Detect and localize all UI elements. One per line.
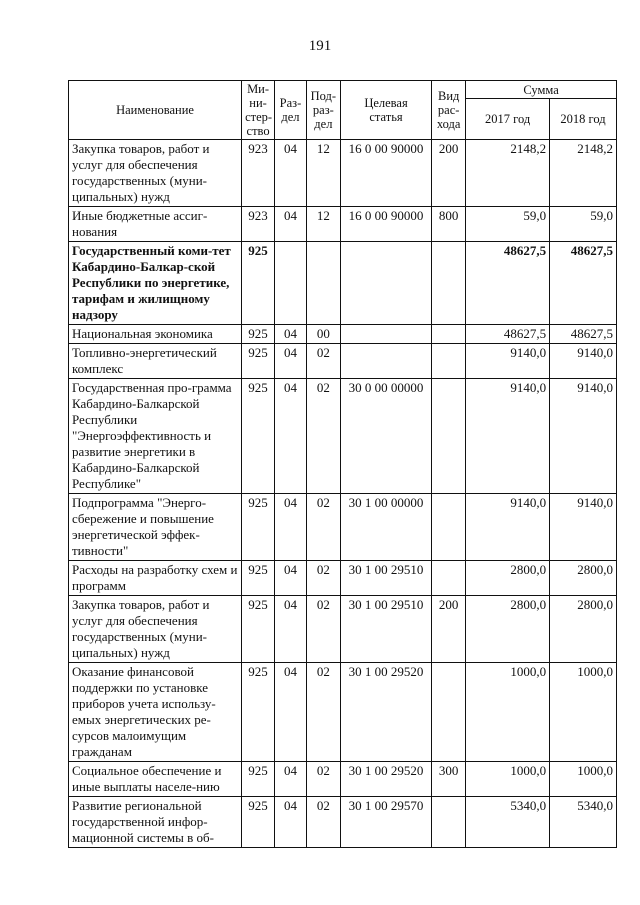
cell-target: [340, 344, 431, 379]
cell-name: Оказание финансовой поддержки по установке приборов учета использу-емых энергетических ре-сурсов малоимущим гражданам: [69, 663, 242, 762]
cell-2017: 1000,0: [466, 762, 550, 797]
cell-target: 30 0 00 00000: [340, 379, 431, 494]
cell-section: 04: [275, 325, 307, 344]
table-row: [69, 663, 617, 762]
cell-ministry: 925: [242, 379, 275, 494]
cell-2018: 9140,0: [550, 344, 617, 379]
cell-subsection: [306, 242, 340, 325]
cell-expense-type: [432, 242, 466, 325]
cell-target: 30 1 00 29510: [340, 596, 431, 663]
cell-2018: 9140,0: [550, 494, 617, 561]
header-subsection: Под- раз- дел: [306, 81, 340, 140]
cell-2017: 9140,0: [466, 494, 550, 561]
cell-expense-type: [432, 379, 466, 494]
cell-2017: 9140,0: [466, 379, 550, 494]
cell-section: 04: [275, 663, 307, 762]
cell-subsection: 02: [306, 596, 340, 663]
cell-target: [340, 325, 431, 344]
page-number: 191: [308, 38, 332, 54]
cell-expense-type: [432, 663, 466, 762]
cell-ministry: 923: [242, 140, 275, 207]
cell-expense-type: 300: [432, 762, 466, 797]
cell-expense-type: [432, 561, 466, 596]
cell-expense-type: 800: [432, 207, 466, 242]
cell-ministry: 925: [242, 596, 275, 663]
cell-expense-type: [432, 325, 466, 344]
cell-target: 30 1 00 29510: [340, 561, 431, 596]
cell-ministry: 925: [242, 344, 275, 379]
header-section: Раз- дел: [275, 81, 307, 140]
cell-subsection: 00: [306, 325, 340, 344]
cell-section: 04: [275, 762, 307, 797]
cell-name: Подпрограмма "Энерго-сбережение и повышение энергетической эффек-тивности": [69, 494, 242, 561]
table-body: [69, 140, 617, 848]
cell-section: 04: [275, 379, 307, 494]
cell-expense-type: 200: [432, 596, 466, 663]
table-row: [69, 596, 617, 663]
cell-expense-type: 200: [432, 140, 466, 207]
cell-subsection: 12: [306, 207, 340, 242]
cell-ministry: 923: [242, 207, 275, 242]
cell-2018: 48627,5: [550, 325, 617, 344]
header-year-2018: 2018 год: [550, 99, 617, 140]
cell-target: 30 1 00 29520: [340, 663, 431, 762]
cell-subsection: 02: [306, 494, 340, 561]
cell-name: Развитие региональной государственной инфор-мационной системы в об-: [69, 797, 242, 848]
table-row: [69, 325, 617, 344]
cell-2017: 5340,0: [466, 797, 550, 848]
cell-section: [275, 242, 307, 325]
cell-2018: 2800,0: [550, 561, 617, 596]
table-header: [69, 81, 617, 140]
cell-2018: 9140,0: [550, 379, 617, 494]
cell-2018: 1000,0: [550, 762, 617, 797]
cell-2017: 2800,0: [466, 561, 550, 596]
cell-section: 04: [275, 344, 307, 379]
cell-section: 04: [275, 140, 307, 207]
cell-expense-type: [432, 344, 466, 379]
table-row: [69, 379, 617, 494]
cell-ministry: 925: [242, 762, 275, 797]
cell-2018: 48627,5: [550, 242, 617, 325]
cell-subsection: 02: [306, 663, 340, 762]
table-row: [69, 242, 617, 325]
cell-2017: 9140,0: [466, 344, 550, 379]
cell-2018: 1000,0: [550, 663, 617, 762]
cell-2018: 2800,0: [550, 596, 617, 663]
cell-name: Государственная про-грамма Кабардино-Балкарской Республики "Энергоэффективность и развитие энергетики в Кабардино-Балкарской Республике": [69, 379, 242, 494]
budget-table: [68, 80, 617, 848]
cell-ministry: 925: [242, 663, 275, 762]
cell-2017: 59,0: [466, 207, 550, 242]
cell-target: 30 1 00 00000: [340, 494, 431, 561]
table-row: [69, 207, 617, 242]
header-year-2017: 2017 год: [466, 99, 550, 140]
cell-target: 16 0 00 90000: [340, 207, 431, 242]
cell-section: 04: [275, 207, 307, 242]
cell-name: Закупка товаров, работ и услуг для обеспечения государственных (муни-ципальных) нужд: [69, 140, 242, 207]
header-target: Целевая статья: [340, 81, 431, 140]
cell-ministry: 925: [242, 797, 275, 848]
cell-name: Закупка товаров, работ и услуг для обеспечения государственных (муни-ципальных) нужд: [69, 596, 242, 663]
table-row: [69, 797, 617, 848]
cell-section: 04: [275, 561, 307, 596]
cell-subsection: 02: [306, 379, 340, 494]
cell-section: 04: [275, 797, 307, 848]
cell-target: [340, 242, 431, 325]
cell-name: Расходы на разработку схем и программ: [69, 561, 242, 596]
cell-target: 30 1 00 29570: [340, 797, 431, 848]
cell-ministry: 925: [242, 325, 275, 344]
cell-ministry: 925: [242, 242, 275, 325]
table-row: [69, 344, 617, 379]
cell-expense-type: [432, 494, 466, 561]
header-expense-type: Вид рас- хода: [432, 81, 466, 140]
table-row: [69, 140, 617, 207]
cell-section: 04: [275, 494, 307, 561]
cell-subsection: 02: [306, 797, 340, 848]
cell-name: Топливно-энергетический комплекс: [69, 344, 242, 379]
cell-target: 30 1 00 29520: [340, 762, 431, 797]
cell-ministry: 925: [242, 561, 275, 596]
cell-name: Государственный коми-тет Кабардино-Балкар-ской Республики по энергетике, тарифам и жилищному надзору: [69, 242, 242, 325]
table-row: [69, 494, 617, 561]
cell-name: Иные бюджетные ассиг-нования: [69, 207, 242, 242]
cell-2017: 2148,2: [466, 140, 550, 207]
cell-2018: 5340,0: [550, 797, 617, 848]
header-sum: Сумма: [466, 81, 617, 99]
cell-subsection: 02: [306, 762, 340, 797]
cell-expense-type: [432, 797, 466, 848]
cell-name: Национальная экономика: [69, 325, 242, 344]
header-name: Наименование: [69, 81, 242, 140]
header-ministry: Ми- ни- стер- ство: [242, 81, 275, 140]
cell-subsection: 12: [306, 140, 340, 207]
cell-2018: 59,0: [550, 207, 617, 242]
table-row: [69, 762, 617, 797]
cell-name: Социальное обеспечение и иные выплаты населе-нию: [69, 762, 242, 797]
table-row: [69, 561, 617, 596]
cell-target: 16 0 00 90000: [340, 140, 431, 207]
cell-2017: 1000,0: [466, 663, 550, 762]
cell-2018: 2148,2: [550, 140, 617, 207]
cell-2017: 48627,5: [466, 325, 550, 344]
cell-2017: 48627,5: [466, 242, 550, 325]
cell-section: 04: [275, 596, 307, 663]
cell-ministry: 925: [242, 494, 275, 561]
cell-subsection: 02: [306, 561, 340, 596]
cell-2017: 2800,0: [466, 596, 550, 663]
cell-subsection: 02: [306, 344, 340, 379]
